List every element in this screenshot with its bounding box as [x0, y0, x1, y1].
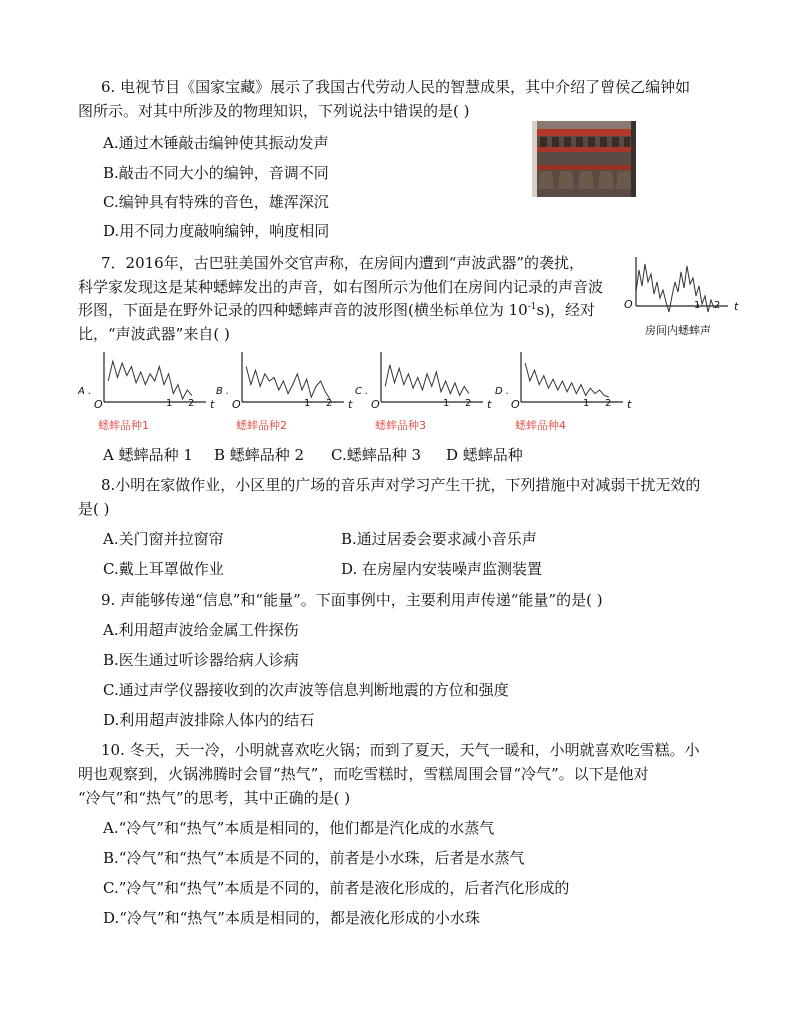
- species-3-caption: 蟋蟀品种3: [375, 419, 426, 432]
- q7-option-c: C.蟋蟀品种 3: [331, 446, 422, 464]
- species-4-svg: [515, 350, 645, 410]
- q7-stem-line4: 比，“声波武器”来自( ): [78, 325, 230, 343]
- species-graph-3: [355, 350, 495, 440]
- q7-option-b: B 蟋蟀品种 2: [214, 446, 305, 464]
- species-graph-1: [78, 350, 218, 440]
- species-1-tick-1: 1: [166, 398, 173, 409]
- q10-option-d: D.“冷气”和“热气”本质是相同的，都是液化形成的小水珠: [103, 909, 480, 927]
- species-3-tick-1: 1: [443, 398, 450, 409]
- species-graph-2: [216, 350, 356, 440]
- q6-option-c: C.编钟具有特殊的音色，雄浑深沉: [103, 193, 329, 211]
- species-1-svg: [98, 350, 228, 410]
- species-3-letter: C .: [355, 386, 369, 397]
- q9-option-c: C.通过声学仪器接收到的次声波等信息判断地震的方位和强度: [103, 681, 509, 699]
- q6-stem-line1: 6. 电视节目《国家宝藏》展示了我国古代劳动人民的智慧成果，其中介绍了曾侯乙编钟如: [101, 78, 691, 96]
- room-origin-label: O: [624, 298, 633, 311]
- q10-option-c: C.”冷气”和“热气”本质是不同的，前者是液化形成的，后者汽化形成的: [103, 879, 570, 897]
- q6-option-b: B.敲击不同大小的编钟，音调不同: [103, 164, 329, 182]
- species-2-caption: 蟋蟀品种2: [236, 419, 287, 432]
- room-tick-1: 1: [694, 300, 701, 311]
- species-1-tick-2: 2: [188, 398, 195, 409]
- q9-option-a: A.利用超声波给金属工件探伤: [103, 621, 299, 639]
- species-3-waveform: [385, 365, 469, 396]
- room-waveform-graph: [622, 252, 744, 324]
- species-2-tick-2: 2: [326, 398, 333, 409]
- species-1-waveform: [108, 361, 192, 399]
- q7-stem-line3-sup: -1: [527, 302, 537, 312]
- species-1-caption: 蟋蟀品种1: [98, 419, 149, 432]
- q8-option-c: C.戴上耳罩做作业: [103, 560, 224, 578]
- species-4-t-label: t: [627, 398, 632, 411]
- species-1-origin: O: [94, 398, 103, 411]
- q6-option-a: A.通过木锤敲击编钟使其振动发声: [103, 134, 329, 152]
- q8-option-a: A.关门窗并拉窗帘: [103, 530, 224, 548]
- q8-stem-line1: 8.小明在家做作业，小区里的广场的音乐声对学习产生干扰，下列措施中对减弱干扰无效的: [101, 476, 701, 494]
- species-2-waveform: [246, 367, 330, 399]
- species-2-svg: [236, 350, 369, 410]
- species-1-t-label: t: [210, 398, 215, 411]
- species-4-caption: 蟋蟀品种4: [515, 419, 566, 432]
- species-4-waveform: [525, 363, 609, 397]
- species-3-tick-2: 2: [465, 398, 472, 409]
- q10-stem-line2: 明也观察到，火锅沸腾时会冒“热气”，而吃雪糕时，雪糕周围会冒“冷气”。以下是他对: [78, 765, 649, 783]
- q10-stem-line1: 10. 冬天，天一冷，小明就喜欢吃火锅；而到了夏天，天气一暖和，小明就喜欢吃雪糕。小: [101, 741, 700, 759]
- species-3-svg: [375, 350, 505, 410]
- q9-stem: 9. 声能够传递“信息”和“能量”。下面事例中，主要利用声传递“能量”的是( ): [101, 591, 603, 609]
- species-2-t-label: t: [348, 398, 353, 411]
- q7-stem-line3: [78, 299, 595, 321]
- q7-stem-line3-b: s)，经对: [536, 301, 596, 319]
- q8-option-d: D. 在房屋内安装噪声监测装置: [341, 560, 543, 578]
- species-2-tick-1: 1: [304, 398, 311, 409]
- species-graph-4: [495, 350, 635, 440]
- species-3-origin: O: [371, 398, 380, 411]
- q7-stem-line2: 科学家发现这是某种蟋蟀发出的声音，如右图所示为他们在房间内记录的声音波: [78, 278, 604, 296]
- species-2-origin: O: [232, 398, 241, 411]
- q8-option-b: B.通过居委会要求减小音乐声: [341, 530, 537, 548]
- room-t-label: t: [734, 300, 739, 313]
- species-4-letter: D .: [495, 386, 510, 397]
- q9-option-b: B.医生通过听诊器给病人诊病: [103, 651, 299, 669]
- q6-option-d: D.用不同力度敲响编钟，响度相同: [103, 222, 330, 240]
- species-4-origin: O: [511, 398, 520, 411]
- q10-stem-line3: “冷气”和“热气”的思考，其中正确的是( ): [78, 789, 351, 807]
- q7-stem-line1: 7．2016年，古巴驻美国外交官声称，在房间内遭到“声波武器”的袭扰，: [101, 254, 585, 272]
- room-waveform: [636, 264, 714, 312]
- species-4-tick-2: 2: [605, 398, 612, 409]
- species-1-letter: A .: [78, 386, 92, 397]
- species-3-t-label: t: [487, 398, 492, 411]
- q7-stem-line3-a: 形图，下面是在野外记录的四种蟋蟀声音的波形图(横坐标单位为 10: [78, 301, 528, 319]
- q6-stem-line2: 图所示。对其中所涉及的物理知识，下列说法中错误的是( ): [78, 102, 470, 120]
- bianzhong-bells-photo: [532, 121, 636, 197]
- q10-option-a: A.“冷气”和“热气”本质是相同的，他们都是汽化成的水蒸气: [103, 819, 495, 837]
- q10-option-b: B.“冷气”和“热气”本质是不同的，前者是小水珠，后者是水蒸气: [103, 849, 525, 867]
- room-caption: 房间内蟋蟀声: [645, 324, 711, 337]
- q7-option-d: D 蟋蟀品种: [446, 446, 523, 464]
- q8-stem-line2: 是( ): [78, 500, 110, 518]
- q7-option-a: A 蟋蟀品种 1: [103, 446, 193, 464]
- room-tick-2: 2: [714, 300, 721, 311]
- q9-option-d: D.利用超声波排除人体内的结石: [103, 711, 315, 729]
- species-4-tick-1: 1: [583, 398, 590, 409]
- species-2-letter: B .: [216, 386, 230, 397]
